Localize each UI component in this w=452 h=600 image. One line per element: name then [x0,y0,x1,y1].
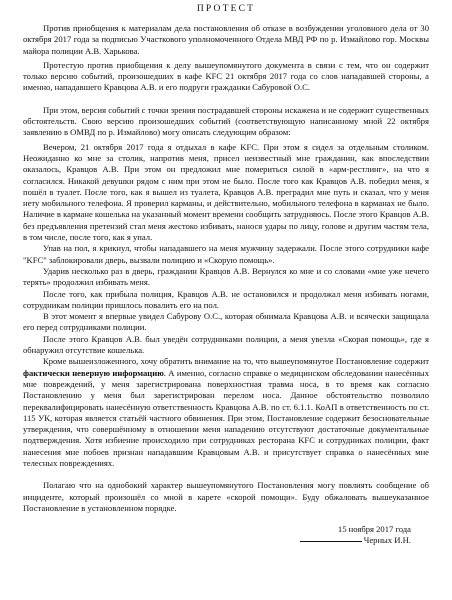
paragraph-events-fall: Упав на пол, я крикнул, чтобы нападавшего на меня мужчину задержали. После этого сотрудники кафе "KFC" заблокировали дверь, вызвали полицию и «Скорую помощь». [23,243,429,265]
paragraph-events-ambulance: После этого Кравцов А.В. был уведён сотрудниками полиции, а меня увезла «Скорая помощь», где я обнаружил отсутствие кошелька. [23,333,429,356]
signature-line [300,541,362,542]
paragraph-conclusion: Полагаю что на однобокий характер вышеупомянутого Постановления могу повлиять сообщение об инциденте, который произошёл со мной в карете «скорой помощи». Буду обжаловать вышеуказанное Постановление в установленном порядке. [23,480,429,513]
paragraph-protest-reason: Протестую против приобщения к делу вышеупомянутого документа в связи с тем, что он содержит только версию событий, произошедших в кафе KFC 21 октября 2017 года со слов нападавшей стороны, а именно, нападавшего Кравцова А.В. и его подруги гражданки Сабуровой О.С. [23,59,429,93]
incorrect-info-emphasis: фактически неверную информацию [23,367,164,378]
paragraph-events-evening: Вечером, 21 октября 2017 года я отдыхал в кафе KFC. При этом я сидел за отдельным столиком. Неожиданно ко мне за столик, напротив меня, присел неизвестный мне гражданин, как впоследствии оказалось, Кравцов А.В. При этом он предложил мне помериться силой в «арм-рестлинг», на что я согласился. Никакой девушки рядом с ним при этом не было. После того как Кравцов А.В. победил меня, я пошёл в туалет. После того, как я вышел из туалета, Кравцов А.В. преградил мне путь и сказал, что у меня нету мобильного телефона. Я проверил карманы, и действительно, мобильного телефона в карманах не было. Наличие в кармане кошелька на указанный момент времени сообщить затрудняюсь. После этого Кравцов А.В. без предъявления претензий стал меня жестоко избивать, нанося удары по лицу, голове и другим частям тела, в том числе, после того, как я упал. [23,141,429,243]
signature-block [23,535,429,546]
incorrect-info-lead: Кроме вышеизложенного, хочу обратить внимание на то, что вышеупомянутое Постановление содержит [43,356,429,367]
paragraph-incorrect-info [23,356,429,469]
document-title: ПРОТЕСТ [196,4,256,14]
paragraph-intro: Против приобщения к материалам дела постановления об отказе в возбуждении уголовного дела от 30 октября 2017 года за подписью Участкового уполномоченного Отдела МВД РФ по р. Измайлово гор. Москвы майора полиции А.В. Харькова. [23,23,429,56]
paragraph-events-return: Ударив несколько раз в дверь, гражданин Кравцов А.В. Вернулся ко мне и со словами «мне уже нечего терять» продолжил избивать меня. [23,265,429,288]
signature-name: Черных И.Н. [363,535,411,546]
paragraph-version-distorted: При этом, версия событий с точки зрения пострадавшей стороны искажена и не содержит существенных обстоятельств. Свою версию произошедших событий (соответствующую написанному мной 22 октября заявлению в ОМВД по р. Измайлово) могу описать следующим образом: [23,104,429,138]
document-date: 15 ноября 2017 года [337,524,411,535]
paragraph-events-saburova: В этот момент я впервые увидел Сабурову О.С., которая обнимала Кравцова А.В. и всячески защищала его перед сотрудниками полиции. [23,311,429,333]
paragraph-events-police: После того, как прибыла полиция, Кравцов А.В. не остановился и продолжал меня избивать ногами, сотрудникам полиции пришлось повалить его на пол. [23,288,429,310]
incorrect-info-body: . А именно, согласно справке о медицинском обследовании нанесённых мне повреждений, у меня зарегистрирована поверхностная травма носа, в то время как согласно Постановлению у меня был зарегистрирован перелом носа. Данное обстоятельство позволило переквалифицировать нанесённую ответственность Кравцова А.В. по ст. 6.1.1. КоАП в ответственность по ст. 115 УК, которая является статьёй частного обвинения. При этом, Постановление содержит безосновательные утверждения, что совершённому в отношении меня нападению отсутствуют достаточные документальные подтверждения. Хотя избиение происходило при сотрудниках ресторана KFC и сотрудниках полиции, факт нанесения мне побоев признан нападавшим Кравцовым А.В. и присутствует справка о нанесённых мне телесных повреждениях. [23,367,429,468]
